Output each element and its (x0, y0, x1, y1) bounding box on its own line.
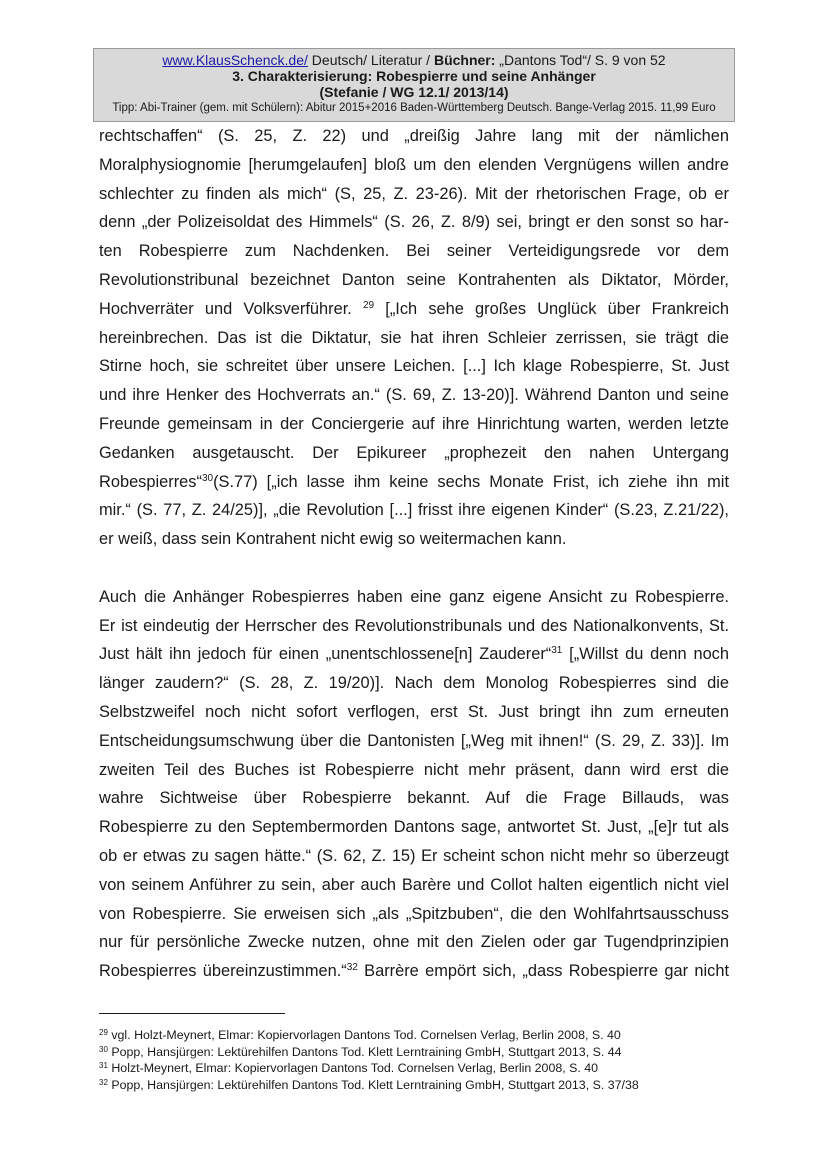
header-author: Büchner: (433, 52, 496, 68)
text-line: ob er etwas zu sagen hätte.“ (S. 62, Z. 15) Er scheint schon nicht mehr so überzeugt (99, 846, 729, 865)
footnote-divider (99, 1013, 285, 1014)
header-tip: Tipp: Abi-Trainer (gem. mit Schülern): Abitur 2015+2016 Baden-Württemberg Deutsch. Bange-Verlag 2015. 11,99 Euro (112, 102, 716, 115)
text-line: rechtschaffen“ (S. 25, Z. 22) und „dreißig Jahre lang mit der nämlichen (99, 127, 729, 145)
footnote-ref[interactable]: 31 (551, 645, 563, 657)
text-line: Robespierres“$^{30}$(S.77) [„ich lasse ihm keine sechs Monate Frist, ich ziehe ihn mit (99, 472, 729, 491)
text-line: von seinem Anführer zu sein, aber auch Barère und Collot halten eigentlich nicht viel (99, 875, 729, 894)
header-breadcrumb (94, 52, 734, 68)
text-line: Robespierres übereinzustimmen.“$^{32}$ Barrère empört sich, „dass Robespierre gar nicht (99, 962, 730, 981)
paragraph-1 (99, 122, 729, 554)
text-line: Robespierre zu den Septembermorden Dantons sage, antwortet St. Just, „[e]r tut als (99, 818, 729, 837)
footnote-ref[interactable]: 30 (201, 472, 214, 484)
footnote-ref[interactable]: 32 (346, 962, 358, 974)
footnote-item: $^{30}$ Popp, Hansjürgen: Lektürehilfen Dantons Tod. Klett Lerntraining GmbH, Stuttgart 2013, S. 44 (99, 1044, 622, 1059)
text-line: zweiten Teil des Buches ist Robespierre nicht mehr präsent, dann wird erst die (99, 760, 729, 779)
text-line: denn „der Polizeisoldat des Himmels“ (S. 26, Z. 8/9) sei, bringt er den sonst so har- (99, 213, 729, 232)
text-line: wahre Sichtweise über Robespierre bekannt. Auf die Frage Billauds, was (99, 789, 729, 808)
text-line: von Robespierre. Sie erweisen sich „als „Spitzbuben“, die den Wohlfahrtsausschuss (99, 904, 729, 923)
footnote-ref[interactable]: 29 (363, 299, 375, 311)
footnote-item: $^{31}$ Holzt-Meynert, Elmar: Kopiervorlagen Dantons Tod. Cornelsen Verlag, Berlin 2008, S. 40 (99, 1061, 599, 1075)
website-link[interactable]: www.KlausSchenck.de/ (162, 52, 308, 68)
header-class-info: (Stefanie / WG 12.1/ 2013/14) (319, 84, 509, 101)
text-line: Stirne hoch, sie schreitet über unsere Leichen. [...] Ich klage Robespierre, St. Just (99, 357, 729, 376)
paragraph-2 (99, 583, 729, 986)
text-line: Auch die Anhänger Robespierres haben eine ganz eigene Ansicht zu Robespierre. (99, 587, 729, 606)
header-page-info: „Dantons Tod“/ S. 9 von 52 (495, 52, 666, 68)
text-line: Revolutionstribunal bezeichnet Danton seine Kontrahenten als Diktator, Mörder, (99, 270, 729, 289)
text-line: Hochverräter und Volksverführer. $^{29}$ [„Ich sehe großes Unglück über Frankreich (99, 299, 729, 318)
text-line: Freunde gemeinsam in der Conciergerie auf ihre Hinrichtung warten, werden letzte (99, 414, 729, 433)
text-line: ten Robespierre zum Nachdenken. Bei seiner Verteidigungsrede vor dem (99, 242, 729, 261)
footnote-item: $^{29}$ vgl. Holzt-Meynert, Elmar: Kopiervorlagen Dantons Tod. Cornelsen Verlag, Berlin 2008, S. 40 (99, 1028, 621, 1042)
text-line: mir.“ (S. 77, Z. 24/25)], „die Revolution [...] frisst ihre eigenen Kinder“ (S.23, Z.21/22), (99, 501, 729, 520)
text-line: Moralphysiognomie [herumgelaufen] bloß um den elenden Vergnügens willen andre (99, 155, 729, 174)
text-line: länger zaudern?“ (S. 28, Z. 19/20)]. Nach dem Monolog Robespierres sind die (99, 674, 729, 693)
footnotes (99, 1027, 739, 1093)
text-line: nur für persönliche Zwecke nutzen, ohne mit den Zielen oder gar Tugendprinzipien (99, 933, 729, 952)
main-text (99, 122, 729, 986)
text-line: und ihre Henker des Hochverrats an.“ (S. 69, Z. 13-20)]. Während Danton und seine (99, 386, 729, 405)
footnote-item: $^{32}$ Popp, Hansjürgen: Lektürehilfen Dantons Tod. Klett Lerntraining GmbH, Stuttgart 2013, S. 37/38 (99, 1077, 639, 1092)
text-line: hereinbrechen. Das ist die Diktatur, sie hat ihren Schleier zerrissen, sie trägt die (99, 328, 729, 347)
text-line: Selbstzweifel noch nicht sofort verflogen, erst St. Just bringt ihn zum erneuten (99, 702, 729, 721)
text-line: er weiß, dass sein Kontrahent nicht ewig so weitermachen kann. (99, 530, 567, 549)
header-title: 3. Charakterisierung: Robespierre und seine Anhänger (232, 68, 596, 85)
text-line: Entscheidungsumschwung über die Dantonisten [„Weg mit ihnen!“ (S. 29, Z. 33)]. Im (99, 731, 729, 750)
text-line: Er ist eindeutig der Herrscher des Revolutionstribunals und des Nationalkonvents, St. (99, 616, 729, 635)
header-crumb: Deutsch/ Literatur / (307, 52, 434, 68)
text-line: Gedanken ausgetauscht. Der Epikureer „prophezeit den nahen Untergang (99, 443, 729, 462)
text-line: schlechter zu finden als mich“ (S, 25, Z. 23-26). Mit der rhetorischen Frage, ob er (99, 184, 729, 203)
page-header (93, 48, 735, 122)
text-line: Just hält ihn jedoch für einen „unentschlossene[n] Zauderer“$^{31}$ [„Willst du denn noch (99, 645, 729, 664)
